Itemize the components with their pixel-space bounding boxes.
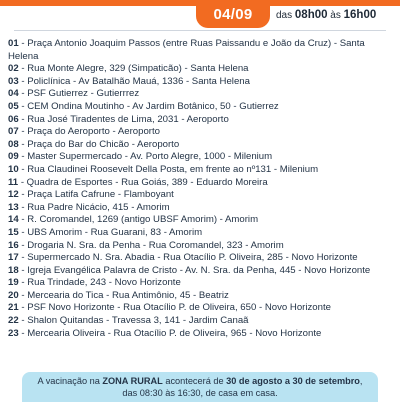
list-item	[8, 139, 394, 152]
list-item-number: 15	[8, 226, 19, 238]
list-item	[8, 63, 394, 76]
list-item-text: - Shalon Quitandas - Travessa 3, 141 - Jardim Canaã	[18, 315, 249, 327]
list-item-text: - R. Coromandel, 1269 (antigo UBSF Amorim) - Amorim	[18, 214, 259, 226]
date-badge	[196, 0, 270, 28]
time-prefix: das	[276, 10, 293, 21]
time-range	[276, 9, 376, 21]
list-item-number: 23	[8, 327, 19, 339]
list-item	[8, 189, 394, 202]
list-item	[8, 126, 394, 139]
list-item-number: 11	[8, 176, 19, 188]
list-item-number: 04	[8, 88, 19, 100]
list-item-text: - Master Supermercado - Av. Porto Alegre, 1000 - Milenium	[18, 151, 273, 163]
list-item-number: 16	[8, 239, 19, 251]
list-item-number: 18	[8, 264, 19, 276]
notice-line-1	[22, 376, 378, 388]
list-item	[8, 328, 394, 341]
list-item	[8, 302, 394, 315]
list-item-text: - PSF Gutierrez - Gutierrrez	[18, 88, 140, 100]
list-item	[8, 114, 394, 127]
list-item-number: 01	[8, 38, 19, 49]
list-item-number: 13	[8, 201, 19, 213]
notice-dates: 30 de agosto a 30 de setembro	[226, 376, 360, 386]
notice-line-2: das 08:30 às 16:30, de casa em casa.	[122, 387, 278, 398]
list-item-text: - Praça do Aeroporto - Aeroporto	[18, 126, 160, 138]
list-item-number: 20	[8, 289, 19, 301]
list-item	[8, 177, 394, 190]
list-item-text: - Rua José Tiradentes de Lima, 2031 - Aeroporto	[18, 113, 229, 125]
list-item-text: - Praça Antonio Joaquim Passos (entre Ruas Paissandu e João da Cruz) - Santa Helena	[8, 38, 365, 62]
list-item-number: 03	[8, 75, 19, 87]
rural-zone-notice	[22, 372, 378, 402]
list-item	[8, 101, 394, 114]
list-item	[8, 290, 394, 303]
list-item-text: - Praça do Bar do Chicão - Aeroporto	[18, 138, 180, 150]
list-item	[8, 164, 394, 177]
list-item-text: - UBS Amorim - Rua Guarani, 83 - Amorim	[18, 226, 203, 238]
header-divider	[14, 30, 386, 31]
list-item-number: 05	[8, 100, 19, 112]
list-item-number: 08	[8, 138, 19, 150]
list-item-number: 14	[8, 214, 19, 226]
header-band	[0, 0, 400, 30]
list-item-text: - Rua Padre Nicácio, 415 - Amorim	[18, 201, 170, 213]
list-item	[8, 88, 394, 101]
notice-text-2: acontecerá de	[162, 376, 227, 386]
list-item	[8, 315, 394, 328]
list-item-text: - Quadra de Esportes - Rua Goiás, 389 - Eduardo Moreira	[18, 176, 268, 188]
list-item	[8, 151, 394, 164]
start-time: 08h00	[294, 9, 328, 21]
list-item-text: - CEM Ondina Moutinho - Av Jardim Botânico, 50 - Gutierrez	[18, 100, 279, 112]
list-item-text: - Policlínica - Av Batalhão Mauá, 1336 - Santa Helena	[18, 75, 250, 87]
list-item-text: - Supermercado N. Sra. Abadia - Rua Otacílio P. Oliveira, 285 - Novo Horizonte	[18, 252, 358, 264]
list-item-number: 17	[8, 252, 19, 264]
list-item-number: 02	[8, 63, 19, 75]
list-item-number: 07	[8, 126, 19, 138]
list-item	[8, 214, 394, 227]
list-item-number: 21	[8, 302, 19, 314]
list-item	[8, 265, 394, 278]
end-time: 16h00	[343, 9, 377, 21]
list-item-text: - Igreja Evangélica Palavra de Cristo - Av. N. Sra. da Penha, 445 - Novo Horizonte	[18, 264, 371, 276]
list-item-number: 06	[8, 113, 19, 125]
notice-text-1: A vacinação na	[37, 376, 103, 386]
notice-zone: ZONA RURAL	[102, 376, 163, 386]
notice-text-3: ,	[359, 376, 363, 386]
list-item-text: - Rua Monte Alegre, 329 (Simpaticão) - Santa Helena	[18, 63, 249, 75]
list-item-text: - Rua Trindade, 243 - Novo Horizonte	[18, 277, 181, 289]
list-item-text: - Rua Claudinei Roosevelt Della Posta, em frente ao nº131 - Milenium	[18, 163, 319, 175]
list-item	[8, 202, 394, 215]
list-item-text: - Mercearia Oliveira - Rua Otacílio P. de Oliveira, 965 - Novo Horizonte	[18, 327, 322, 339]
list-item-text: - Praça Latifa Cafrune - Flamboyant	[18, 189, 174, 201]
list-item-text: - PSF Novo Horizonte - Rua Otacílio P. de Oliveira, 650 - Novo Horizonte	[18, 302, 331, 314]
list-item	[8, 277, 394, 290]
list-item-number: 09	[8, 151, 19, 163]
time-join: às	[330, 10, 341, 21]
date-text: 04/09	[213, 5, 253, 23]
list-item-number: 10	[8, 163, 19, 175]
location-list	[8, 38, 394, 340]
list-item-text: - Drogaria N. Sra. da Penha - Rua Coromandel, 323 - Amorim	[18, 239, 284, 251]
list-item-text: - Mercearia do Tica - Rua Antimônio, 45 - Beatriz	[18, 289, 229, 301]
list-item	[8, 227, 394, 240]
list-item	[8, 38, 394, 63]
list-item	[8, 252, 394, 265]
list-item	[8, 76, 394, 89]
list-item-number: 19	[8, 277, 19, 289]
list-item-number: 22	[8, 315, 19, 327]
list-item	[8, 240, 394, 253]
list-item-number: 12	[8, 189, 19, 201]
